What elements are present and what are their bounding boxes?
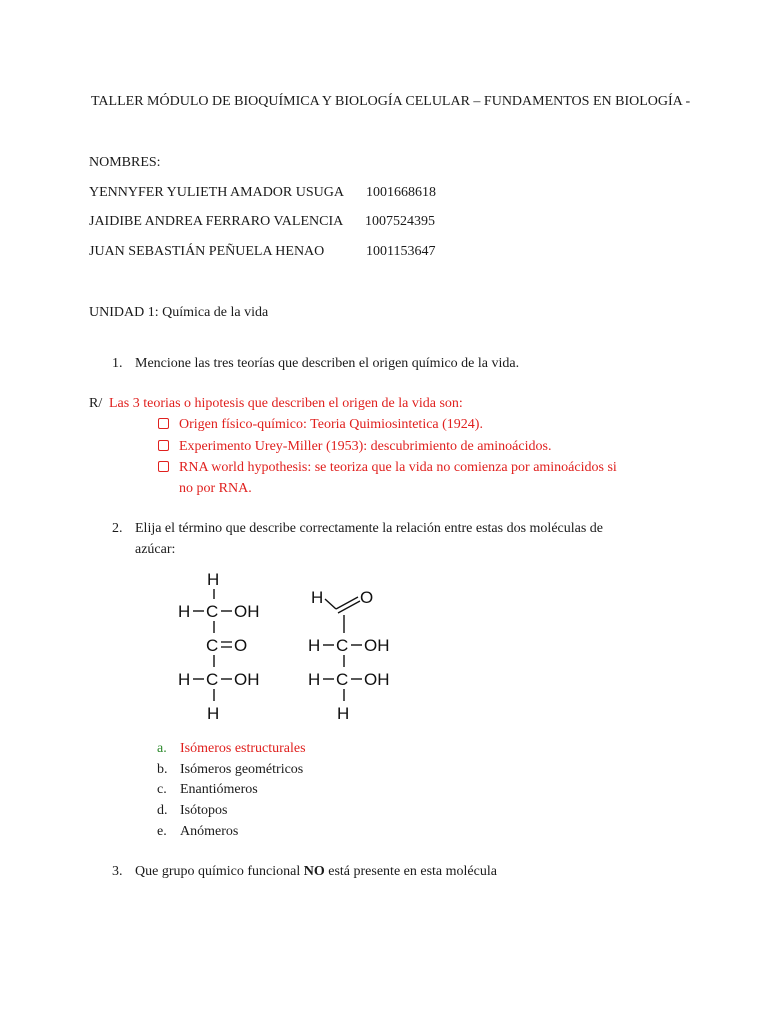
q2-option-text: Isómeros geométricos bbox=[180, 762, 304, 777]
atom-label: H bbox=[311, 588, 324, 607]
q1-answer-item-text: RNA world hypothesis: se teoriza que la vida no comienza por aminoácidos si bbox=[179, 460, 617, 475]
atom-label: OH bbox=[234, 670, 260, 689]
atom-label: H bbox=[308, 636, 321, 655]
checkbox-icon bbox=[158, 440, 169, 451]
student-id: 1007524395 bbox=[365, 214, 435, 229]
atom-label: H bbox=[207, 570, 220, 589]
q3-text bbox=[135, 863, 497, 881]
atom-label: H bbox=[337, 704, 350, 723]
atom-label: C bbox=[336, 670, 349, 689]
q3-text-before: Que grupo químico funcional bbox=[135, 864, 304, 879]
q2-option-letter: c. bbox=[157, 782, 167, 797]
atom-label: H bbox=[207, 704, 220, 723]
checkbox-icon bbox=[158, 418, 169, 429]
student-id: 1001153647 bbox=[366, 244, 436, 259]
q3-text-emphasis: NO bbox=[303, 864, 325, 879]
atom-label: OH bbox=[364, 670, 390, 689]
q1-answer-item-text-cont: no por RNA. bbox=[179, 481, 252, 496]
q2-option-text: Anómeros bbox=[180, 824, 239, 839]
checkbox-icon bbox=[158, 461, 169, 472]
atom-label: O bbox=[360, 588, 374, 607]
q2-option-letter: e. bbox=[157, 824, 167, 839]
document-title: TALLER MÓDULO DE BIOQUÍMICA Y BIOLOGÍA CELULAR – FUNDAMENTOS EN BIOLOGÍA - bbox=[91, 94, 691, 109]
q1-answer-intro: Las 3 teorias o hipotesis que describen el origen de la vida son: bbox=[109, 396, 463, 411]
q1-text: Mencione las tres teorías que describen el origen químico de la vida. bbox=[135, 356, 520, 371]
atom-label: C bbox=[206, 636, 219, 655]
atom-label: OH bbox=[364, 636, 390, 655]
atom-label: H bbox=[308, 670, 321, 689]
atom-label: H bbox=[178, 670, 191, 689]
student-id: 1001668618 bbox=[366, 185, 436, 200]
q3-text-after: está presente en esta molécula bbox=[324, 864, 497, 879]
q2-text: Elija el término que describe correctamente la relación entre estas dos moléculas de bbox=[135, 521, 604, 536]
q1-number: 1. bbox=[112, 356, 123, 371]
q1-answer-item bbox=[158, 416, 169, 434]
q2-option-letter: a. bbox=[157, 741, 167, 756]
atom-label: C bbox=[336, 636, 349, 655]
atom-label: H bbox=[178, 602, 191, 621]
student-name: YENNYFER YULIETH AMADOR USUGA bbox=[89, 185, 344, 200]
atom-label: O bbox=[234, 636, 248, 655]
q2-option-letter: b. bbox=[157, 762, 168, 777]
q3-number: 3. bbox=[112, 864, 123, 879]
sugar-molecules-figure bbox=[170, 565, 490, 735]
q2-text-cont: azúcar: bbox=[135, 542, 176, 557]
q2-number: 2. bbox=[112, 521, 123, 536]
atom-label: C bbox=[206, 670, 219, 689]
q2-option-text: Enantiómeros bbox=[180, 782, 258, 797]
unit-title: UNIDAD 1: Química de la vida bbox=[89, 305, 269, 320]
q2-option-text: Isótopos bbox=[180, 803, 228, 818]
q2-option-text: Isómeros estructurales bbox=[180, 741, 306, 756]
q1-answer-item bbox=[158, 438, 169, 456]
q2-option-letter: d. bbox=[157, 803, 168, 818]
atom-label: C bbox=[206, 602, 219, 621]
q1-answer-item bbox=[158, 459, 169, 477]
atom-label: OH bbox=[234, 602, 260, 621]
q1-answer-item-text: Origen físico-químico: Teoria Quimiosintetica (1924). bbox=[179, 417, 483, 432]
q1-answer-item-text: Experimento Urey-Miller (1953): descubrimiento de aminoácidos. bbox=[179, 439, 552, 454]
q1-answer-prefix: R/ bbox=[89, 396, 103, 411]
names-label: NOMBRES: bbox=[89, 155, 161, 170]
student-name: JUAN SEBASTIÁN PEÑUELA HENAO bbox=[89, 244, 325, 259]
student-name: JAIDIBE ANDREA FERRARO VALENCIA bbox=[89, 214, 344, 229]
